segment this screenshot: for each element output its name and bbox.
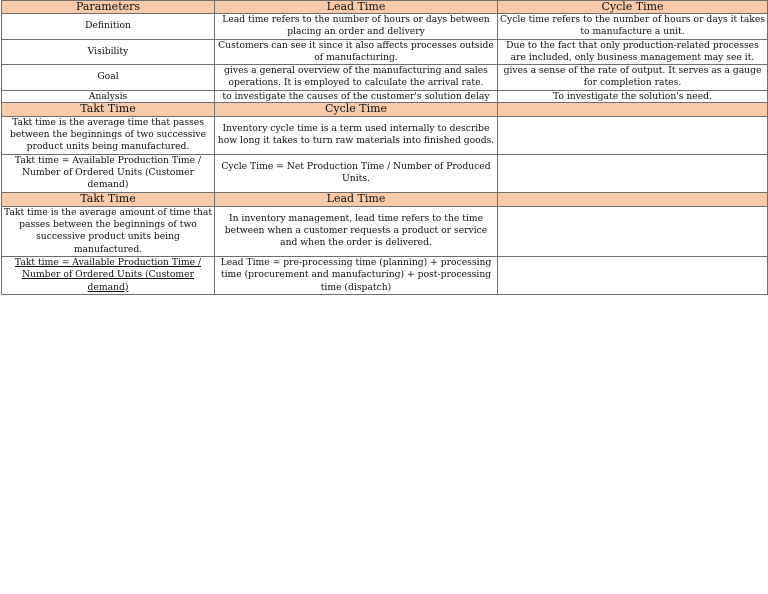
cycle-time-analysis[interactable]: To investigate the solution's need. bbox=[498, 90, 768, 102]
header-empty[interactable] bbox=[498, 102, 768, 116]
table-row bbox=[2, 90, 768, 102]
table-row bbox=[2, 206, 768, 256]
comparison-sheet bbox=[1, 0, 768, 295]
header-lead-time[interactable]: Lead Time bbox=[215, 1, 498, 14]
cycle-time-visibility[interactable]: Due to the fact that only production-related processes are included, only business management may see it. bbox=[498, 39, 768, 65]
lead-time-formula[interactable]: Lead Time = pre-processing time (planning) + processing time (procurement and manufacturing) + post-processing time (dispatch) bbox=[215, 256, 498, 294]
param-definition[interactable]: Definition bbox=[2, 14, 215, 40]
section3-header-row bbox=[2, 192, 768, 206]
empty-cell[interactable] bbox=[498, 256, 768, 294]
lead-time-description[interactable]: In inventory management, lead time refers to the time between when a customer requests a product or service and when the order is delivered. bbox=[215, 206, 498, 256]
table-row bbox=[2, 154, 768, 192]
empty-cell[interactable] bbox=[498, 116, 768, 154]
section2-header-row bbox=[2, 102, 768, 116]
param-goal[interactable]: Goal bbox=[2, 65, 215, 91]
takt-time-definition[interactable]: Takt time is the average amount of time that passes between the beginnings of two successive product units being manufactured. bbox=[2, 206, 215, 256]
table-row bbox=[2, 14, 768, 40]
lead-time-analysis[interactable]: to investigate the causes of the customer's solution delay bbox=[215, 90, 498, 102]
header-cycle-time[interactable]: Cycle Time bbox=[498, 1, 768, 14]
lead-time-goal[interactable]: gives a general overview of the manufacturing and sales operations. It is employed to calculate the arrival rate. bbox=[215, 65, 498, 91]
takt-time-formula[interactable]: Takt time = Available Production Time / Number of Ordered Units (Customer demand) bbox=[2, 154, 215, 192]
header-takt-time[interactable]: Takt Time bbox=[2, 192, 215, 206]
table-row bbox=[2, 116, 768, 154]
takt-time-formula[interactable]: Takt time = Available Production Time / Number of Ordered Units (Customer demand) bbox=[2, 256, 215, 294]
empty-cell[interactable] bbox=[498, 206, 768, 256]
cycle-time-goal[interactable]: gives a sense of the rate of output. It serves as a gauge for completion rates. bbox=[498, 65, 768, 91]
section1-header-row bbox=[2, 1, 768, 14]
header-parameters[interactable]: Parameters bbox=[2, 1, 215, 14]
header-lead-time[interactable]: Lead Time bbox=[215, 192, 498, 206]
cycle-time-description[interactable]: Inventory cycle time is a term used internally to describe how long it takes to turn raw materials into finished goods. bbox=[215, 116, 498, 154]
lead-time-definition[interactable]: Lead time refers to the number of hours or days between placing an order and delivery bbox=[215, 14, 498, 40]
header-empty[interactable] bbox=[498, 192, 768, 206]
lead-time-visibility[interactable]: Customers can see it since it also affects processes outside of manufacturing. bbox=[215, 39, 498, 65]
empty-cell[interactable] bbox=[498, 154, 768, 192]
header-takt-time[interactable]: Takt Time bbox=[2, 102, 215, 116]
table-row bbox=[2, 39, 768, 65]
param-visibility[interactable]: Visibility bbox=[2, 39, 215, 65]
cycle-time-formula[interactable]: Cycle Time = Net Production Time / Number of Produced Units. bbox=[215, 154, 498, 192]
cycle-time-definition[interactable]: Cycle time refers to the number of hours or days it takes to manufacture a unit. bbox=[498, 14, 768, 40]
table-row bbox=[2, 256, 768, 294]
table-row bbox=[2, 65, 768, 91]
takt-time-definition[interactable]: Takt time is the average time that passes between the beginnings of two successive product units being manufactured. bbox=[2, 116, 215, 154]
header-cycle-time[interactable]: Cycle Time bbox=[215, 102, 498, 116]
param-analysis[interactable]: Analysis bbox=[2, 90, 215, 102]
